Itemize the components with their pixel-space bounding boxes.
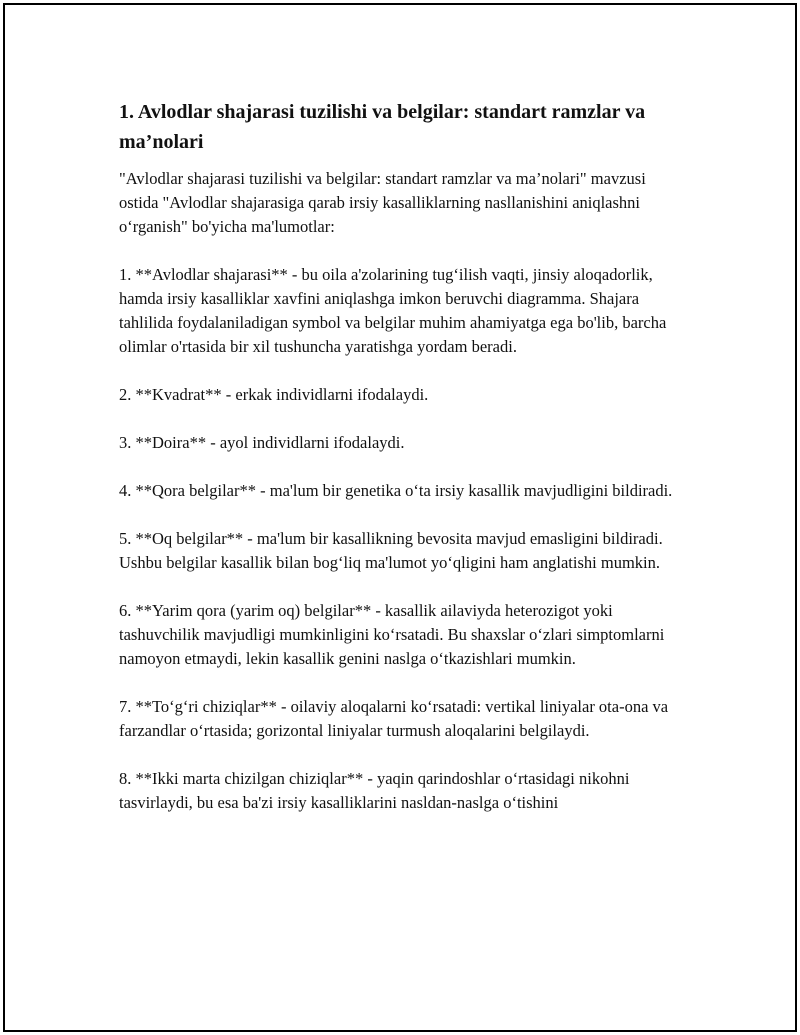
item-togri-chiziqlar: 7. **To‘g‘ri chiziqlar** - oilaviy aloqalarni ko‘rsatadi: vertikal liniyalar ota-ona va farzandlar o‘rtasida; gorizontal liniyalar turmush aloqalarini belgilaydi.: [119, 697, 669, 740]
document-heading: 1. Avlodlar shajarasi tuzilishi va belgilar: standart ramzlar va ma’nolari: [119, 101, 646, 153]
document-body: [119, 97, 689, 839]
item-yarim-qora-belgilar: 6. **Yarim qora (yarim oq) belgilar** - kasallik ailaviyda heterozigot yoki tashuvchilik mavjudligi mumkinligini ko‘rsatadi. Bu shaxslar o‘zlari simptomlarni namoyon etmaydi, lekin kasallik genini naslga o‘tkazishlari mumkin.: [119, 601, 665, 668]
intro-paragraph: "Avlodlar shajarasi tuzilishi va belgilar: standart ramzlar va ma’nolari" mavzusi ostida "Avlodlar shajarasiga qarab irsiy kasalliklarning nasllanishini aniqlashni o‘rganish" bo'yicha ma'lumotlar:: [119, 169, 646, 236]
item-oq-belgilar: 5. **Oq belgilar** - ma'lum bir kasallikning bevosita mavjud emasligini bildiradi. Ushbu belgilar kasallik bilan bog‘liq ma'lumot yo‘qligini ham anglatishi mumkin.: [119, 529, 663, 572]
item-doira: 3. **Doira** - ayol individlarni ifodalaydi.: [119, 433, 405, 452]
page-frame: [3, 3, 797, 1032]
item-kvadrat: 2. **Kvadrat** - erkak individlarni ifodalaydi.: [119, 385, 429, 404]
item-ikki-marta-chiziqlar: 8. **Ikki marta chizilgan chiziqlar** - yaqin qarindoshlar o‘rtasidagi nikohni tasvirlaydi, bu esa ba'zi irsiy kasalliklarini nasldan-naslga o‘tishini: [119, 769, 630, 812]
item-qora-belgilar: 4. **Qora belgilar** - ma'lum bir genetika o‘ta irsiy kasallik mavjudligini bildiradi.: [119, 481, 673, 500]
item-avlodlar-shajarasi: 1. **Avlodlar shajarasi** - bu oila a'zolarining tug‘ilish vaqti, jinsiy aloqadorlik, hamda irsiy kasalliklar xavfini aniqlashga imkon beruvchi diagramma. Shajara tahlilida foydalaniladigan symbol va belgilar muhim ahamiyatga ega bo'lib, barcha olimlar o'rtasida bir xil tushuncha yaratishga yordam beradi.: [119, 265, 667, 356]
